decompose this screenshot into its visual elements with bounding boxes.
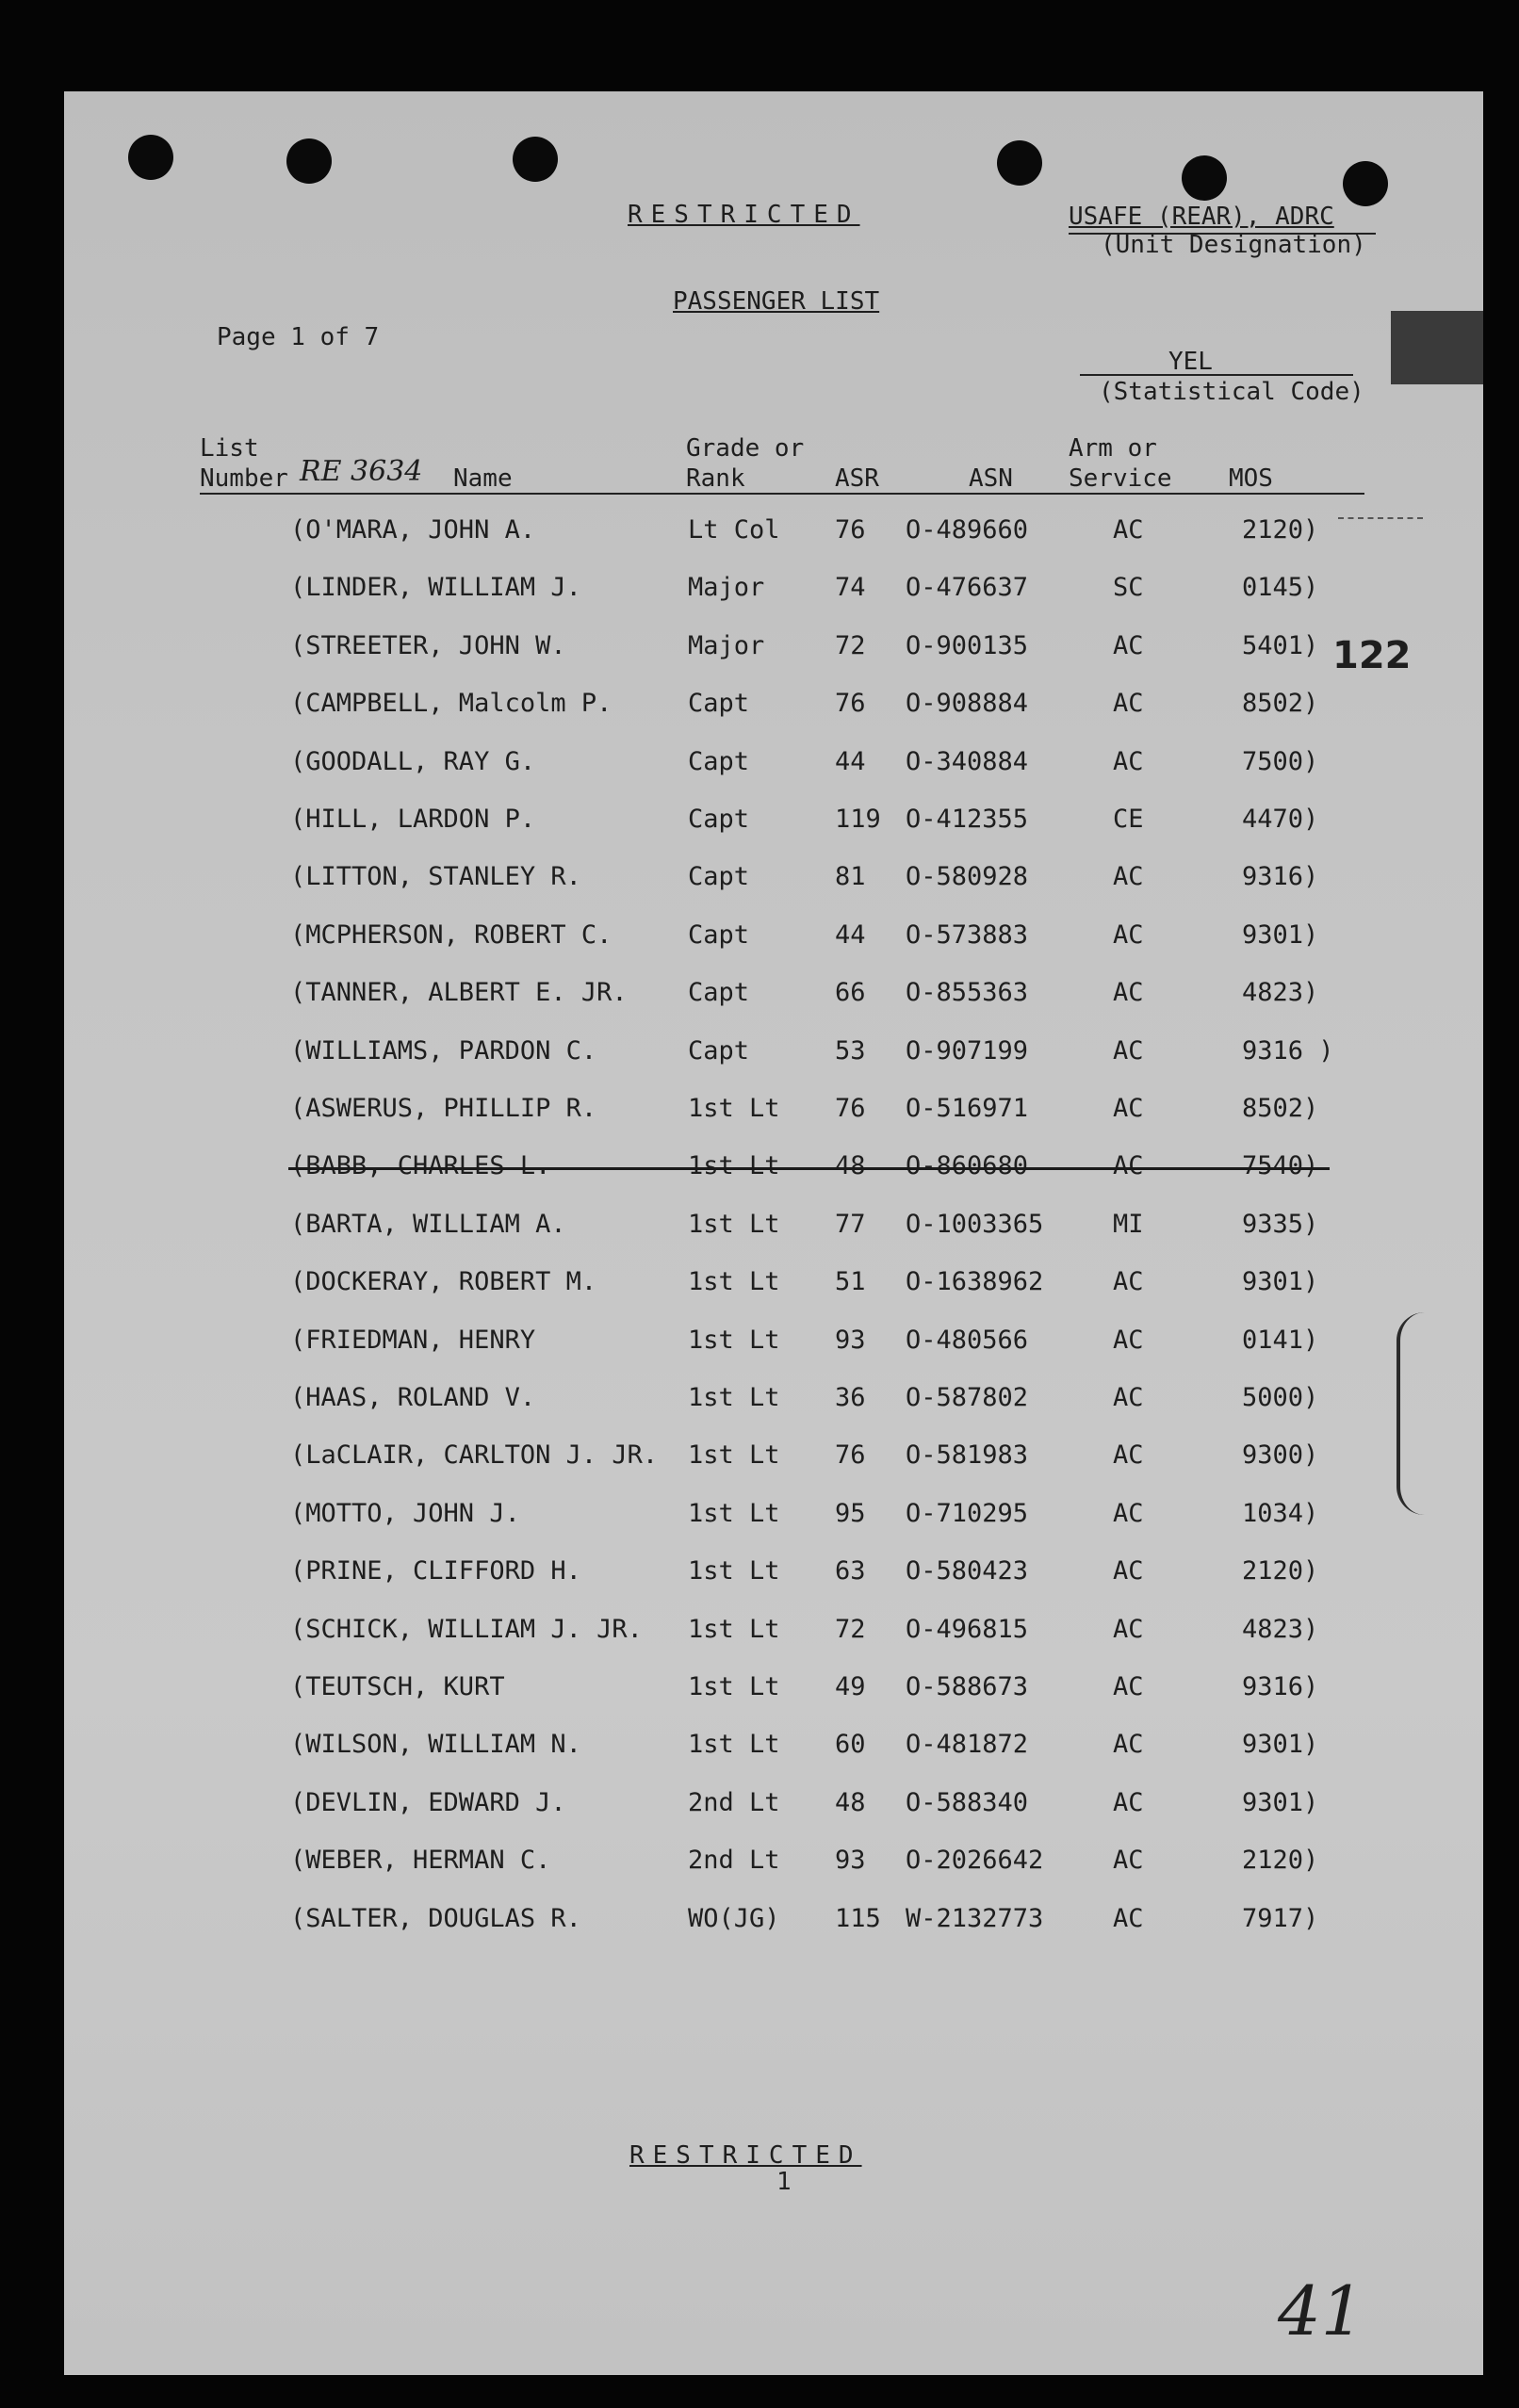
passenger-asr: 77 [835, 1209, 866, 1239]
document-page [64, 91, 1483, 2375]
passenger-arm: AC [1113, 689, 1144, 719]
passenger-arm: CE [1113, 805, 1144, 834]
passenger-grade: Capt [688, 862, 750, 892]
punch-hole [1343, 161, 1388, 206]
passenger-name: (LITTON, STANLEY R. [290, 862, 581, 892]
passenger-asn: O-481872 [906, 1730, 1029, 1760]
handwritten-page-number: 41 [1278, 2271, 1364, 2351]
passenger-asr: 60 [835, 1730, 866, 1760]
passenger-asr: 63 [835, 1556, 866, 1586]
passenger-arm: AC [1113, 630, 1144, 660]
table-row [64, 805, 1483, 842]
passenger-asr: 48 [835, 1787, 866, 1817]
punch-hole [997, 140, 1042, 186]
passenger-asr: 51 [835, 1267, 866, 1297]
passenger-grade: Major [688, 573, 765, 603]
passenger-asn: O-412355 [906, 805, 1029, 834]
passenger-mos: 7540) [1242, 1151, 1319, 1181]
table-row [64, 920, 1483, 958]
passenger-arm: AC [1113, 1035, 1144, 1066]
passenger-name: (O'MARA, JOHN A. [290, 515, 536, 545]
passenger-name: (DOCKERAY, ROBERT M. [290, 1267, 597, 1297]
passenger-mos: 0141) [1242, 1325, 1319, 1355]
list-number-handwritten: RE 3634 [300, 455, 423, 488]
passenger-asn: O-908884 [906, 689, 1029, 719]
passenger-mos: 5000) [1242, 1383, 1319, 1412]
table-row [64, 1036, 1483, 1074]
passenger-mos: 2120) [1242, 1846, 1319, 1876]
passenger-grade: Capt [688, 919, 750, 950]
passenger-asr: 49 [835, 1672, 866, 1701]
passenger-asn: O-2026642 [906, 1846, 1044, 1876]
col-grade-bottom: Rank [686, 464, 745, 493]
table-row [64, 1440, 1483, 1478]
passenger-arm: AC [1113, 1614, 1144, 1644]
punch-hole [513, 137, 558, 182]
passenger-name: (HILL, LARDON P. [290, 805, 536, 834]
passenger-asr: 119 [835, 805, 881, 834]
passenger-arm: SC [1113, 573, 1144, 603]
passenger-name: (HAAS, ROLAND V. [290, 1383, 536, 1412]
footer-page-number: 1 [776, 2168, 792, 2196]
passenger-asr: 48 [835, 1151, 866, 1181]
passenger-name: (LINDER, WILLIAM J. [290, 573, 581, 603]
passenger-arm: AC [1113, 1151, 1144, 1181]
passenger-arm: AC [1113, 1325, 1144, 1355]
passenger-mos: 7500) [1242, 746, 1319, 776]
passenger-asn: O-1003365 [906, 1209, 1044, 1239]
passenger-arm: AC [1113, 1440, 1144, 1471]
passenger-arm: AC [1113, 746, 1144, 776]
passenger-asn: W-2132773 [906, 1903, 1044, 1933]
col-list-bottom: Number [200, 464, 288, 493]
passenger-grade: 2nd Lt [688, 1787, 780, 1817]
passenger-asn: O-573883 [906, 919, 1029, 950]
passenger-asr: 93 [835, 1325, 866, 1355]
table-row [64, 978, 1483, 1016]
passenger-mos: 9301) [1242, 919, 1319, 950]
passenger-grade: Major [688, 630, 765, 660]
passenger-arm: AC [1113, 1094, 1144, 1123]
passenger-name: (WEBER, HERMAN C. [290, 1846, 551, 1876]
passenger-name: (PRINE, CLIFFORD H. [290, 1556, 581, 1586]
passenger-name: (WILSON, WILLIAM N. [290, 1730, 581, 1760]
table-row [64, 1326, 1483, 1363]
col-list-top: List [200, 434, 259, 463]
passenger-grade: 1st Lt [688, 1498, 780, 1528]
passenger-name: (SALTER, DOUGLAS R. [290, 1903, 581, 1933]
passenger-mos: 4470) [1242, 805, 1319, 834]
passenger-grade: 1st Lt [688, 1383, 780, 1412]
passenger-asr: 72 [835, 630, 866, 660]
passenger-grade: Capt [688, 978, 750, 1008]
table-row [64, 747, 1483, 785]
passenger-mos: 4823) [1242, 978, 1319, 1008]
statistical-code-caption: (Statistical Code) [1099, 378, 1364, 406]
passenger-mos: 8502) [1242, 1094, 1319, 1123]
stat-code-rule [1080, 374, 1353, 376]
pencil-bracket [1396, 1312, 1429, 1515]
passenger-grade: 1st Lt [688, 1151, 780, 1181]
passenger-asr: 76 [835, 1440, 866, 1471]
passenger-mos: 1034) [1242, 1498, 1319, 1528]
col-arm-top: Arm or [1069, 434, 1157, 463]
passenger-asr: 115 [835, 1903, 881, 1933]
passenger-mos: 7917) [1242, 1903, 1319, 1933]
passenger-mos: 9301) [1242, 1787, 1319, 1817]
passenger-asn: O-710295 [906, 1498, 1029, 1528]
punch-hole [128, 135, 173, 180]
passenger-grade: 1st Lt [688, 1325, 780, 1355]
passenger-grade: Capt [688, 805, 750, 834]
passenger-grade: Lt Col [688, 515, 780, 545]
passenger-asn: O-860680 [906, 1151, 1029, 1181]
table-row [64, 515, 1483, 553]
passenger-arm: AC [1113, 919, 1144, 950]
passenger-grade: Capt [688, 746, 750, 776]
passenger-arm: AC [1113, 1846, 1144, 1876]
passenger-mos: 9300) [1242, 1440, 1319, 1471]
passenger-asn: O-588340 [906, 1787, 1029, 1817]
passenger-asr: 93 [835, 1846, 866, 1876]
table-row [64, 1556, 1483, 1594]
passenger-name: (SCHICK, WILLIAM J. JR. [290, 1614, 643, 1644]
table-row [64, 1904, 1483, 1942]
passenger-grade: Capt [688, 689, 750, 719]
passenger-name: (ASWERUS, PHILLIP R. [290, 1094, 597, 1123]
col-asn: ASN [969, 464, 1013, 493]
passenger-grade: 1st Lt [688, 1440, 780, 1471]
passenger-asn: O-907199 [906, 1035, 1029, 1066]
classification-top: RESTRICTED [628, 201, 860, 229]
passenger-name: (BABB, CHARLES L. [290, 1151, 551, 1181]
passenger-grade: 1st Lt [688, 1094, 780, 1123]
passenger-name: (STREETER, JOHN W. [290, 630, 566, 660]
col-mos: MOS [1229, 464, 1273, 493]
col-asr: ASR [835, 464, 879, 493]
passenger-name: (MCPHERSON, ROBERT C. [290, 919, 612, 950]
passenger-mos: 9301) [1242, 1267, 1319, 1297]
passenger-name: (FRIEDMAN, HENRY [290, 1325, 536, 1355]
passenger-arm: AC [1113, 1903, 1144, 1933]
passenger-asr: 44 [835, 919, 866, 950]
passenger-asn: O-900135 [906, 630, 1029, 660]
table-row [64, 862, 1483, 900]
passenger-asn: O-855363 [906, 978, 1029, 1008]
passenger-grade: Capt [688, 1035, 750, 1066]
passenger-mos: 4823) [1242, 1614, 1319, 1644]
passenger-asn: O-580928 [906, 862, 1029, 892]
passenger-grade: WO(JG) [688, 1903, 780, 1933]
passenger-asr: 95 [835, 1498, 866, 1528]
passenger-grade: 1st Lt [688, 1614, 780, 1644]
passenger-arm: AC [1113, 1787, 1144, 1817]
passenger-asn: O-476637 [906, 573, 1029, 603]
passenger-asn: O-480566 [906, 1325, 1029, 1355]
passenger-asn: O-581983 [906, 1440, 1029, 1471]
punch-hole [286, 138, 332, 184]
passenger-name: (GOODALL, RAY G. [290, 746, 536, 776]
table-row [64, 1210, 1483, 1247]
unit-caption: (Unit Designation) [1101, 231, 1366, 259]
passenger-asn: O-580423 [906, 1556, 1029, 1586]
passenger-mos: 5401) [1242, 630, 1319, 660]
passenger-arm: AC [1113, 862, 1144, 892]
table-row [64, 1499, 1483, 1537]
passenger-asr: 81 [835, 862, 866, 892]
col-name: Name [453, 464, 513, 493]
passenger-arm: AC [1113, 515, 1144, 545]
table-row [64, 1788, 1483, 1826]
passenger-mos: 0145) [1242, 573, 1319, 603]
passenger-mos: 9316) [1242, 862, 1319, 892]
document-title: PASSENGER LIST [673, 287, 880, 316]
passenger-name: (MOTTO, JOHN J. [290, 1498, 520, 1528]
punch-hole [1182, 155, 1227, 201]
passenger-asr: 74 [835, 573, 866, 603]
table-row [64, 631, 1483, 669]
passenger-mos: 9316 ) [1242, 1035, 1334, 1066]
col-arm-bottom: Service [1069, 464, 1172, 493]
table-row [64, 1615, 1483, 1652]
passenger-arm: AC [1113, 1672, 1144, 1701]
passenger-mos: 2120) [1242, 515, 1319, 545]
passenger-name: (DEVLIN, EDWARD J. [290, 1787, 566, 1817]
passenger-name: (LaCLAIR, CARLTON J. JR. [290, 1440, 659, 1471]
strikethrough-line [288, 1167, 1330, 1170]
passenger-asr: 76 [835, 1094, 866, 1123]
page-tab-edge [1391, 311, 1483, 384]
pencil-mark [1338, 517, 1423, 519]
table-row [64, 1730, 1483, 1767]
classification-bottom: RESTRICTED [629, 2141, 862, 2170]
passenger-asn: O-496815 [906, 1614, 1029, 1644]
passenger-arm: MI [1113, 1209, 1144, 1239]
table-row [64, 1672, 1483, 1710]
passenger-mos: 2120) [1242, 1556, 1319, 1586]
passenger-grade: 1st Lt [688, 1209, 780, 1239]
passenger-arm: AC [1113, 1730, 1144, 1760]
passenger-name: (CAMPBELL, Malcolm P. [290, 689, 612, 719]
table-row [64, 573, 1483, 610]
passenger-grade: 1st Lt [688, 1672, 780, 1701]
passenger-grade: 1st Lt [688, 1556, 780, 1586]
table-row [64, 1383, 1483, 1421]
passenger-mos: 9316) [1242, 1672, 1319, 1701]
statistical-code: YEL [1168, 348, 1213, 376]
passenger-arm: AC [1113, 978, 1144, 1008]
passenger-asr: 36 [835, 1383, 866, 1412]
passenger-asn: O-489660 [906, 515, 1029, 545]
passenger-asr: 76 [835, 515, 866, 545]
table-row [64, 1267, 1483, 1305]
passenger-mos: 9301) [1242, 1730, 1319, 1760]
passenger-asn: O-1638962 [906, 1267, 1044, 1297]
passenger-grade: 1st Lt [688, 1267, 780, 1297]
passenger-name: (WILLIAMS, PARDON C. [290, 1035, 597, 1066]
passenger-asr: 44 [835, 746, 866, 776]
passenger-grade: 1st Lt [688, 1730, 780, 1760]
table-row-struck [64, 1151, 1483, 1189]
passenger-arm: AC [1113, 1556, 1144, 1586]
passenger-mos: 8502) [1242, 689, 1319, 719]
passenger-grade: 2nd Lt [688, 1846, 780, 1876]
passenger-name: (TANNER, ALBERT E. JR. [290, 978, 628, 1008]
table-row [64, 1846, 1483, 1883]
page-label: Page 1 of 7 [217, 323, 380, 351]
passenger-asn: O-588673 [906, 1672, 1029, 1701]
passenger-asn: O-516971 [906, 1094, 1029, 1123]
table-row [64, 689, 1483, 726]
passenger-arm: AC [1113, 1498, 1144, 1528]
unit-designation: USAFE (REAR), ADRC [1069, 203, 1334, 231]
passenger-arm: AC [1113, 1267, 1144, 1297]
passenger-asn: O-587802 [906, 1383, 1029, 1412]
passenger-asn: O-340884 [906, 746, 1029, 776]
passenger-name: (TEUTSCH, KURT [290, 1672, 505, 1701]
passenger-asr: 72 [835, 1614, 866, 1644]
col-grade-top: Grade or [686, 434, 805, 463]
margin-page-number: 122 [1332, 634, 1412, 677]
passenger-asr: 53 [835, 1035, 866, 1066]
passenger-name: (BARTA, WILLIAM A. [290, 1209, 566, 1239]
passenger-asr: 76 [835, 689, 866, 719]
passenger-arm: AC [1113, 1383, 1144, 1412]
passenger-mos: 9335) [1242, 1209, 1319, 1239]
table-row [64, 1094, 1483, 1131]
passenger-asr: 66 [835, 978, 866, 1008]
header-rule [200, 493, 1364, 495]
